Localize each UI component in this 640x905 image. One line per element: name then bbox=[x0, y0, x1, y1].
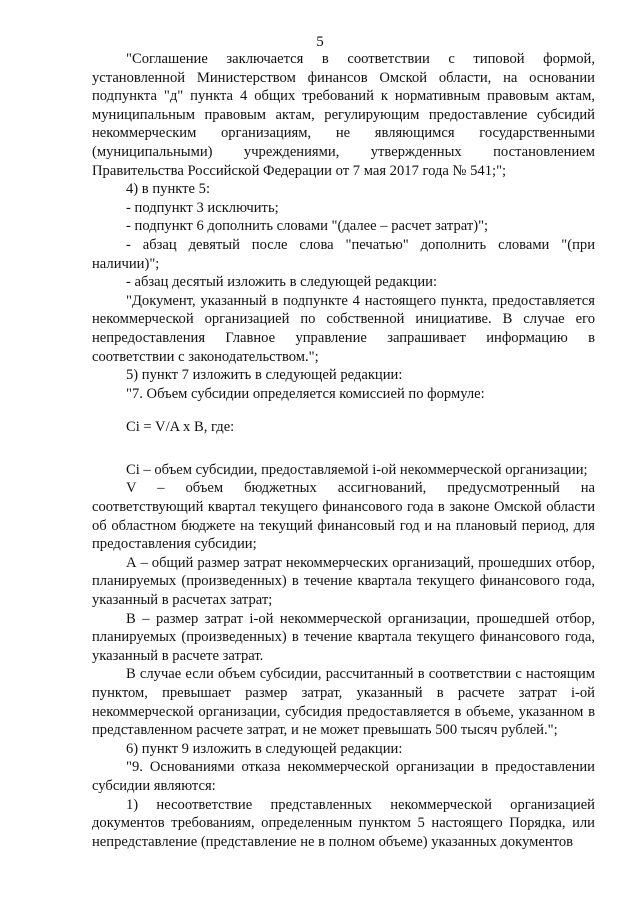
paragraph: 6) пункт 9 изложить в следующей редакции: bbox=[126, 740, 403, 757]
paragraph: "Документ, указанный в подпункте 4 настоящего пункта, предоставляется некоммерческой организацией по собственной инициативе. В случае его непредоставления Главное управление запрашивает информацию в соответствии с законодательством."; bbox=[92, 292, 595, 365]
paragraph: "Соглашение заключается в соответствии с типовой формой, установленной Министерством финансов Омской области, на основании подпункта "д" пункта 4 общих требований к нормативным правовым актам, муниципальным правовым актам, регулирующим предоставление субсидий некоммерческим организациям, не являющимся государственными (муниципальными) учреждениями, утвержденных постановлением Правительства Российской Федерации от 7 мая 2017 года № 541;"; bbox=[92, 51, 595, 179]
paragraph: "7. Объем субсидии определяется комиссией по формуле: bbox=[126, 385, 485, 402]
formula: Ci = V/A x B, где: bbox=[126, 419, 235, 436]
paragraph: 1) несоответствие представленных некоммерческой организацией документов требованиям, определенным пунктом 5 настоящего Порядка, или непредставление (представление не в полном объеме) указанных документов bbox=[92, 796, 595, 850]
paragraph: 5) пункт 7 изложить в следующей редакции: bbox=[126, 367, 403, 384]
paragraph: Ci – объем субсидии, предоставляемой i-ой некоммерческой организации; bbox=[126, 461, 588, 478]
paragraph: - подпункт 6 дополнить словами "(далее – расчет затрат)"; bbox=[126, 218, 489, 235]
paragraph: В – размер затрат i-ой некоммерческой организации, прошедшей отбор, планируемых (произведенных) в течение квартала текущего финансового года, указанный в расчете затрат. bbox=[92, 610, 595, 664]
paragraph: V – объем бюджетных ассигнований, предусмотренный на соответствующий квартал текущего финансового года в законе Омской области об областном бюджете на текущий финансовый год и на плановый период, для предоставления субсидии; bbox=[92, 480, 595, 553]
paragraph: - абзац десятый изложить в следующей редакции: bbox=[126, 274, 438, 291]
page-number: 5 bbox=[316, 34, 324, 50]
paragraph: - абзац девятый после слова "печатью" дополнить словами "(при наличии)"; bbox=[92, 236, 595, 272]
paragraph: В случае если объем субсидии, рассчитанный в соответствии с настоящим пунктом, превышает размер затрат, указанный в расчете затрат i-ой некоммерческой организации, субсидия предоставляется в объеме, указанном в представленном расчете затрат, и не может превышать 500 тысяч рублей."; bbox=[92, 666, 595, 739]
paragraph: "9. Основаниями отказа некоммерческой организации в предоставлении субсидии являются: bbox=[92, 759, 595, 794]
paragraph: А – общий размер затрат некоммерческих организаций, прошедших отбор, планируемых (произведенных) в течение квартала текущего финансового года, указанный в расчетах затрат; bbox=[92, 554, 595, 609]
paragraph: - подпункт 3 исключить; bbox=[126, 199, 279, 216]
document-body bbox=[92, 50, 595, 851]
paragraph: 4) в пункте 5: bbox=[126, 181, 211, 198]
